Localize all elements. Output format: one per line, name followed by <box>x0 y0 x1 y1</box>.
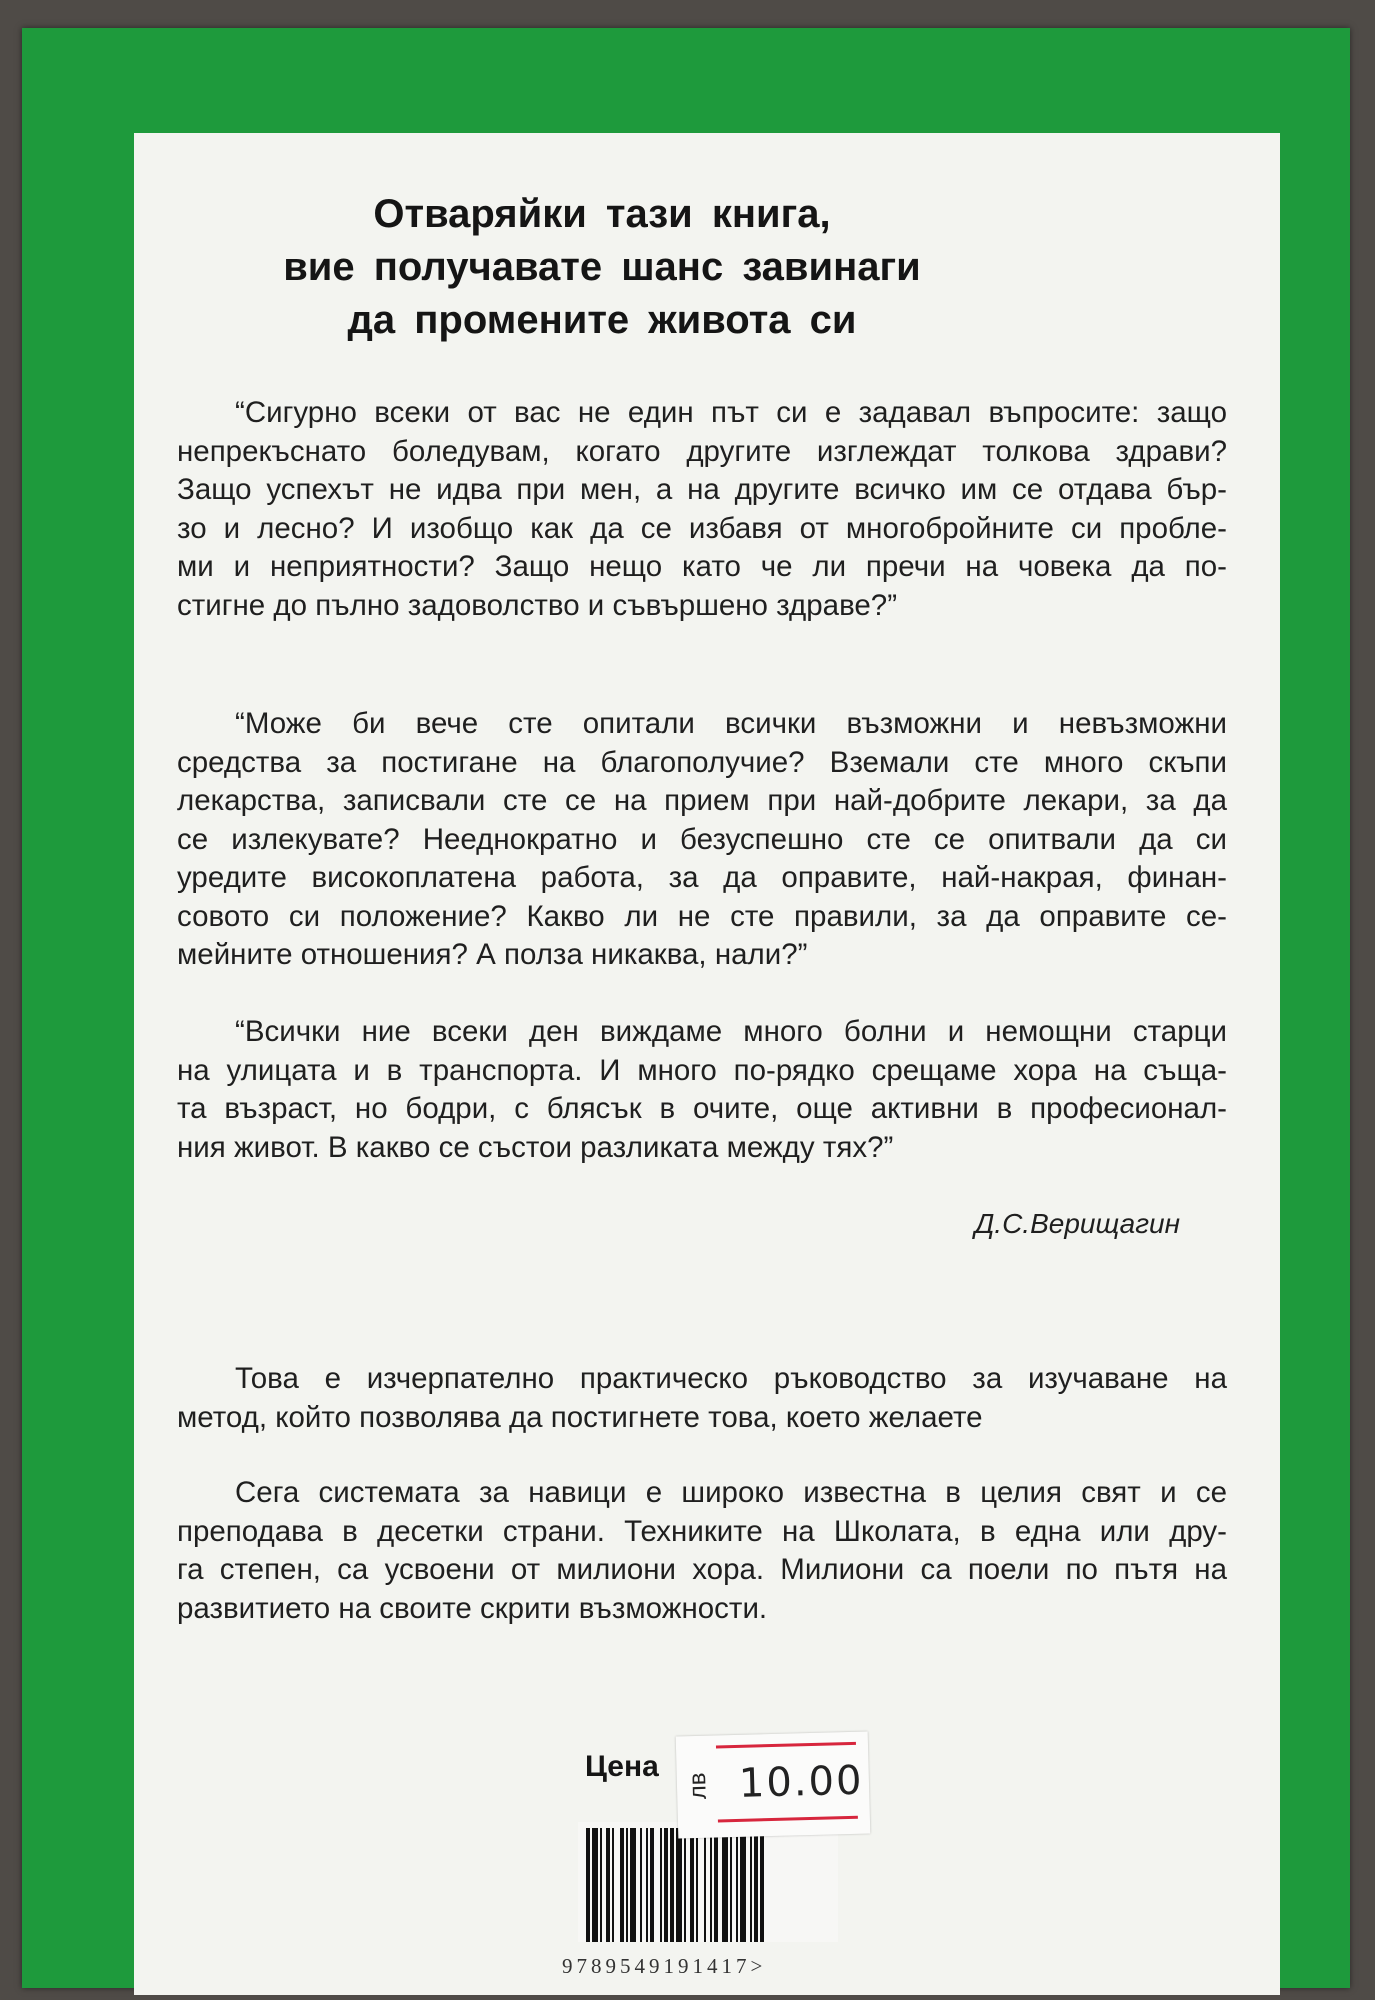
barcode-bar <box>684 1828 686 1942</box>
text-line: “Може би вече сте опитали всички възможни и невъзможни <box>235 707 1227 740</box>
barcode-bar <box>696 1828 698 1942</box>
isbn-number: 9789549191417> <box>562 1954 767 1978</box>
barcode-bar <box>736 1828 738 1942</box>
price-mark-line <box>716 1742 856 1749</box>
barcode-bar <box>612 1828 614 1942</box>
barcode-bar <box>676 1828 682 1942</box>
barcode <box>578 1822 838 1942</box>
text-line: “Всички ние всеки ден виждаме много болни и немощни старци <box>235 1015 1227 1048</box>
text-line: ми и неприятности? Защо нещо като че ли пречи на човека да по- <box>177 550 1227 583</box>
barcode-bar <box>664 1828 668 1942</box>
headline-line: да промените живота си <box>347 298 857 342</box>
barcode-bar <box>750 1828 752 1942</box>
barcode-bar <box>660 1828 662 1942</box>
text-line: Защо успехът не идва при мен, а на другите всичко им се отдава бър- <box>177 473 1227 506</box>
barcode-bar <box>754 1828 758 1942</box>
barcode-bar <box>606 1828 610 1942</box>
barcode-bar <box>710 1828 712 1942</box>
price-label: Цена <box>585 1750 659 1783</box>
text-line: Това е изчерпателно практическо ръководство за изучаване на <box>235 1362 1227 1395</box>
barcode-bar <box>650 1828 654 1942</box>
text-line: преподава в десетки страни. Техниките на Школата, в една или дру- <box>177 1514 1227 1548</box>
quote-paragraph-1 <box>177 394 1227 625</box>
barcode-bar <box>670 1828 674 1942</box>
headline-line: вие получавате шанс завинаги <box>283 245 921 289</box>
text-line: та възраст, но бодри, с блясък в очите, още активни в професионал- <box>177 1092 1227 1125</box>
text-line: мейните отношения? А полза никаква, нали?” <box>177 938 808 971</box>
barcode-bar <box>600 1828 602 1942</box>
barcode-bars <box>578 1822 838 1942</box>
price-value: 10.00 <box>738 1757 865 1807</box>
text-line: “Сигурно всеки от вас не един път си е задавал въпросите: защо <box>235 396 1227 429</box>
author-signature: Д.С.Верищагин <box>974 1208 1180 1239</box>
text-line: развитието на своите скрити възможности. <box>177 1591 768 1625</box>
quote-paragraph-3 <box>177 1013 1227 1167</box>
text-line: метод, който позволява да постигнете това, което желаете <box>177 1400 983 1434</box>
text-line: Сега системата за навици е широко известна в целия свят и се <box>235 1476 1227 1509</box>
barcode-bar <box>760 1828 764 1942</box>
quote-paragraph-2 <box>177 705 1227 975</box>
price-currency: лв <box>684 1772 712 1800</box>
description-paragraph-1 <box>177 1360 1227 1437</box>
text-line: лекарства, записвали сте се на прием при най-добрите лекари, за да <box>177 784 1227 817</box>
headline <box>222 188 982 347</box>
price-mark-line <box>718 1816 858 1823</box>
barcode-bar <box>620 1828 624 1942</box>
barcode-bar <box>630 1828 636 1942</box>
book-back-cover <box>22 28 1350 1988</box>
text-line: непрекъснато боледувам, когато другите изглеждат толкова здрави? <box>177 434 1227 468</box>
barcode-bar <box>586 1828 590 1942</box>
barcode-bar <box>714 1828 718 1942</box>
description-paragraph-2 <box>177 1474 1227 1628</box>
barcode-bar <box>690 1828 694 1942</box>
text-line: зо и лесно? И изобщо как да се избавя от многобройните си пробле- <box>177 511 1227 545</box>
text-line: средства за постигане на благополучие? Вземали сте много скъпи <box>177 745 1227 779</box>
barcode-bar <box>640 1828 642 1942</box>
text-line: се излекувате? Нееднократно и безуспешно сте се опитвали да си <box>177 822 1227 856</box>
text-line: ния живот. В какво се състои разликата между тях?” <box>177 1130 894 1164</box>
barcode-bar <box>722 1828 728 1942</box>
barcode-bar <box>626 1828 628 1942</box>
barcode-bar <box>646 1828 648 1942</box>
text-line: совото си положение? Какво ли не сте правили, за да оправите се- <box>177 899 1227 933</box>
barcode-bar <box>592 1828 598 1942</box>
headline-line: Отваряйки тази книга, <box>373 192 831 236</box>
barcode-bar <box>704 1828 706 1942</box>
barcode-bar <box>740 1828 746 1942</box>
text-line: уредите високоплатена работа, за да оправите, най-накрая, финан- <box>177 861 1227 894</box>
text-line: стигне до пълно задоволство и съвършено здраве?” <box>177 588 898 622</box>
price-sticker <box>676 1732 871 1839</box>
barcode-bar <box>730 1828 732 1942</box>
text-line: на улицата и в транспорта. И много по-рядко срещаме хора на съща- <box>177 1053 1227 1087</box>
text-line: га степен, са усвоени от милиони хора. Милиони са поели по пътя на <box>177 1553 1227 1586</box>
